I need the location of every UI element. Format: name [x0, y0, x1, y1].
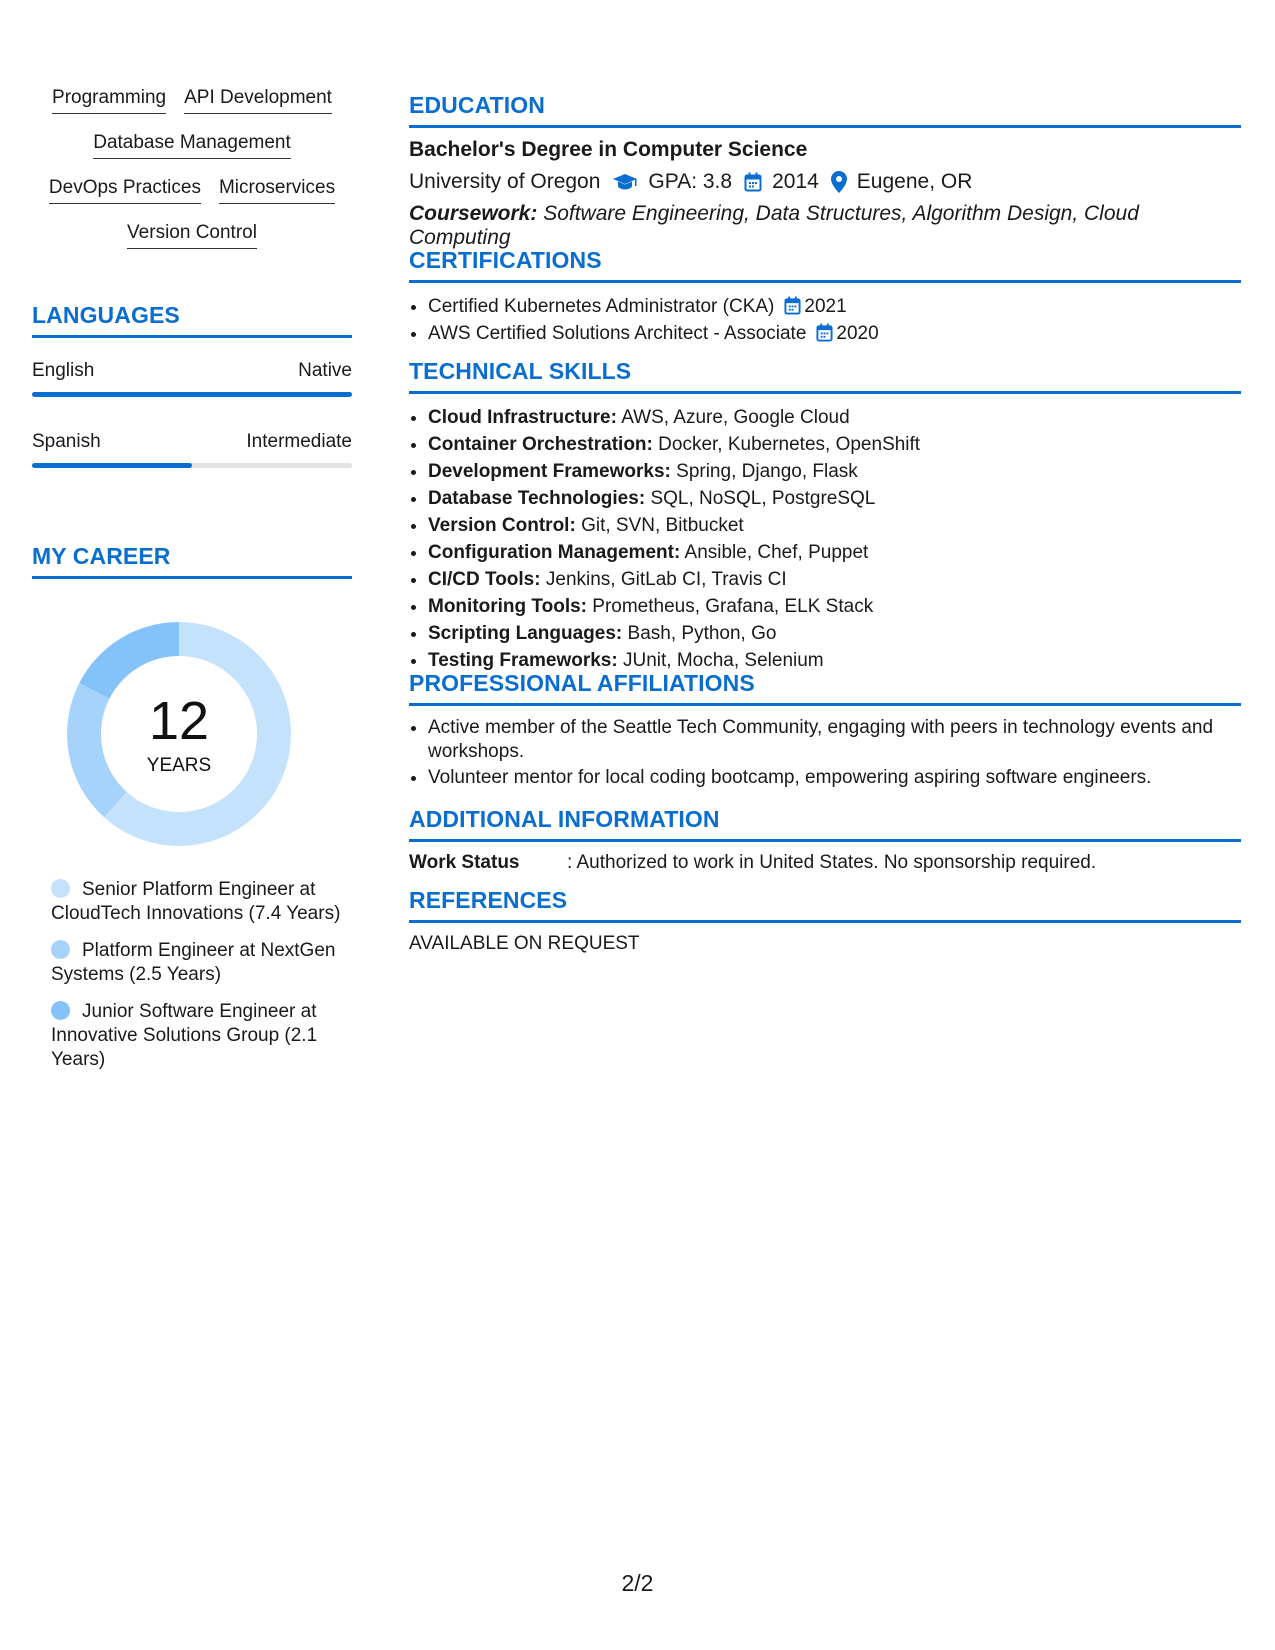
coursework-list: Software Engineering, Data Structures, Algorithm Design, Cloud Computing: [409, 202, 1139, 249]
skill-tag: Microservices: [219, 176, 335, 204]
education-meta: [409, 170, 1241, 194]
certification-item: [428, 320, 1241, 347]
certification-year: 2021: [804, 296, 847, 317]
skill-item: [428, 512, 1241, 539]
language-name: Spanish: [32, 431, 101, 452]
skill-item: [428, 458, 1241, 485]
language-level: Native: [298, 360, 352, 381]
references-section: [409, 887, 1241, 955]
graduation-cap-icon: [612, 172, 638, 192]
additional-info-section: [409, 806, 1241, 874]
legend-dot-icon: [51, 879, 70, 898]
skill-category: CI/CD Tools:: [428, 569, 541, 590]
career-legend-label: Platform Engineer at NextGen Systems (2.5 Years): [51, 940, 336, 985]
skill-category: Monitoring Tools:: [428, 596, 587, 617]
education-section: [409, 92, 1241, 250]
language-level: Intermediate: [246, 431, 352, 452]
skills-tag-row: [32, 131, 352, 176]
language-proficiency-fill: [32, 463, 192, 468]
school-location: Eugene, OR: [856, 170, 973, 193]
skill-tag: API Development: [184, 86, 332, 114]
calendar-icon: [816, 323, 833, 342]
career-legend: [51, 878, 341, 1085]
affiliation-item: • Active member of the Seattle Tech Community, engaging with peers in technology events and workshops.: [428, 716, 1241, 764]
gpa: GPA: 3.8: [648, 170, 733, 193]
education-heading: EDUCATION: [409, 92, 1241, 128]
references-text: AVAILABLE ON REQUEST: [409, 933, 640, 954]
career-heading: MY CAREER: [32, 543, 352, 579]
languages-heading: LANGUAGES: [32, 302, 352, 338]
work-status-row: [409, 852, 1241, 874]
skill-item: [428, 566, 1241, 593]
technical-skills-list: [409, 404, 1241, 674]
certification-item: [428, 293, 1241, 320]
skill-values: Git, SVN, Bitbucket: [581, 515, 744, 536]
legend-dot-icon: [51, 940, 70, 959]
skill-item: [428, 593, 1241, 620]
certifications-section: [409, 247, 1241, 347]
school-name: University of Oregon: [409, 170, 601, 193]
skill-category: Version Control:: [428, 515, 576, 536]
certification-name: AWS Certified Solutions Architect - Associate: [428, 323, 807, 344]
legend-dot-icon: [51, 1001, 70, 1020]
career-total-unit: YEARS: [146, 755, 212, 776]
affiliation-item: • Volunteer mentor for local coding bootcamp, empowering aspiring software engineers.: [428, 764, 1241, 791]
skill-category: Scripting Languages:: [428, 623, 623, 644]
skill-tag: Database Management: [93, 131, 291, 159]
language-row: [32, 360, 352, 382]
skills-tag-row: [32, 221, 352, 266]
skill-category: Development Frameworks:: [428, 461, 671, 482]
skill-values: Ansible, Chef, Puppet: [684, 542, 869, 563]
calendar-icon: [744, 172, 762, 192]
skill-item: [428, 431, 1241, 458]
location-pin-icon: [831, 171, 847, 193]
calendar-icon: [784, 296, 801, 315]
skill-tag: Version Control: [127, 221, 257, 249]
skill-item: [428, 539, 1241, 566]
additional-info-heading: ADDITIONAL INFORMATION: [409, 806, 1241, 842]
skill-item: [428, 404, 1241, 431]
skill-values: SQL, NoSQL, PostgreSQL: [650, 488, 876, 509]
graduation-year: 2014: [772, 170, 819, 193]
skill-tag: Programming: [52, 86, 166, 114]
work-status-value: : Authorized to work in United States. No sponsorship required.: [567, 852, 1097, 873]
language-proficiency-bar: [32, 392, 352, 397]
career-legend-item: [51, 939, 341, 987]
skills-tags: [32, 86, 352, 266]
career-legend-label: Junior Software Engineer at Innovative Solutions Group (2.1 Years): [51, 1001, 318, 1070]
language-proficiency-fill: [32, 392, 352, 397]
career-donut-segment: [79, 622, 179, 699]
skill-values: AWS, Azure, Google Cloud: [621, 407, 850, 428]
coursework: [409, 202, 1241, 250]
skill-category: Configuration Management:: [428, 542, 681, 563]
skill-category: Cloud Infrastructure:: [428, 407, 617, 428]
language-row: [32, 431, 352, 453]
coursework-label: Coursework:: [409, 202, 538, 225]
work-status-label: Work Status: [409, 852, 520, 873]
skill-values: Jenkins, GitLab CI, Travis CI: [545, 569, 787, 590]
career-section: [32, 543, 352, 579]
skill-values: Bash, Python, Go: [627, 623, 777, 644]
skills-tag-row: [32, 176, 352, 221]
certification-name: Certified Kubernetes Administrator (CKA): [428, 296, 775, 317]
affiliations-list: [409, 716, 1241, 791]
career-total-years: 12: [148, 691, 210, 751]
degree-title: Bachelor's Degree in Computer Science: [409, 138, 808, 161]
skills-tag-row: [32, 86, 352, 131]
affiliations-section: [409, 670, 1241, 791]
language-proficiency-bar: [32, 463, 352, 468]
skill-values: JUnit, Mocha, Selenium: [622, 650, 824, 671]
skill-category: Testing Frameworks:: [428, 650, 618, 671]
skill-category: Container Orchestration:: [428, 434, 653, 455]
technical-skills-heading: TECHNICAL SKILLS: [409, 358, 1241, 394]
skill-item: [428, 620, 1241, 647]
language-name: English: [32, 360, 95, 381]
certifications-list: [409, 293, 1241, 347]
technical-skills-section: [409, 358, 1241, 674]
skill-values: Spring, Django, Flask: [676, 461, 858, 482]
languages-section: [32, 302, 352, 468]
skill-item: [428, 485, 1241, 512]
affiliations-heading: PROFESSIONAL AFFILIATIONS: [409, 670, 1241, 706]
certifications-heading: CERTIFICATIONS: [409, 247, 1241, 283]
certification-year: 2020: [836, 323, 879, 344]
skill-tag: DevOps Practices: [49, 176, 201, 204]
skill-values: Prometheus, Grafana, ELK Stack: [592, 596, 874, 617]
career-legend-label: Senior Platform Engineer at CloudTech Innovations (7.4 Years): [51, 879, 341, 924]
career-legend-item: [51, 1000, 341, 1072]
career-legend-item: [51, 878, 341, 926]
references-heading: REFERENCES: [409, 887, 1241, 923]
skill-category: Database Technologies:: [428, 488, 646, 509]
skill-values: Docker, Kubernetes, OpenShift: [658, 434, 921, 455]
page-number: 2/2: [621, 1570, 654, 1596]
